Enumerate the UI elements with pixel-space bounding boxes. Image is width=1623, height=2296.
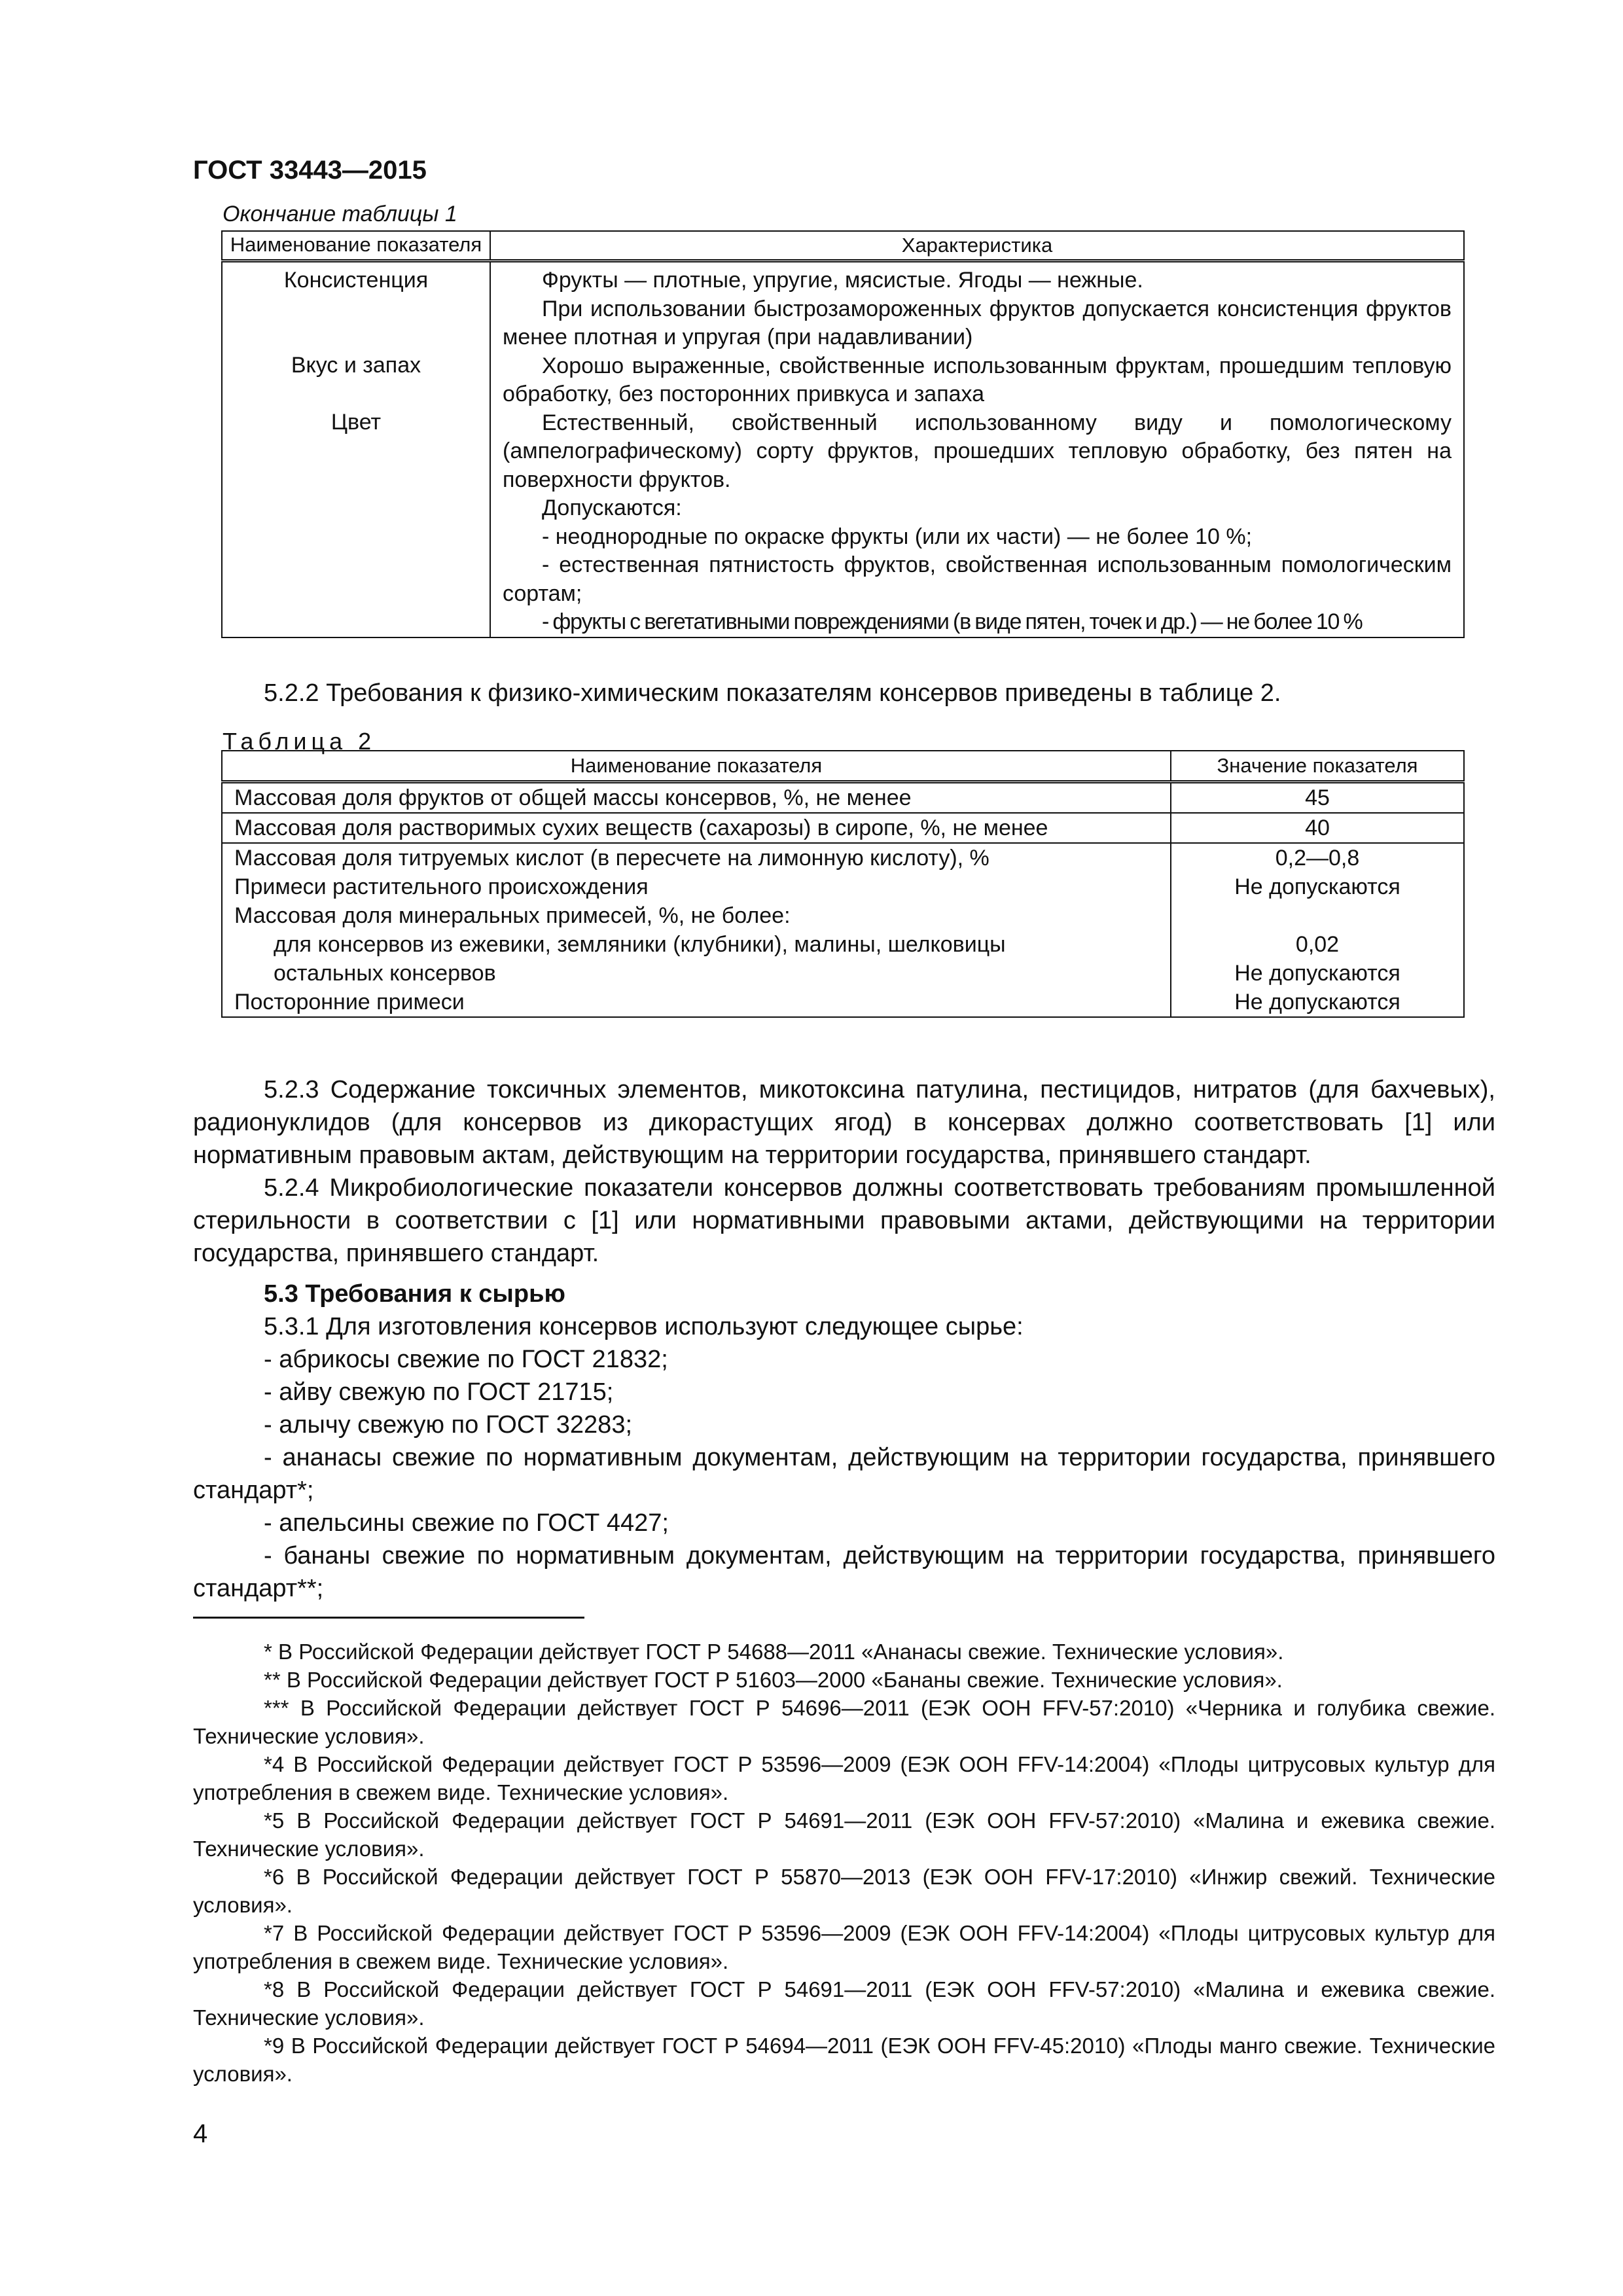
paragraph-5-2-3: 5.2.3 Содержание токсичных элементов, микотоксина патулина, пестицидов, нитратов (для бахчевых), радионуклидов (для консервов из дикорастущих ягод) в консервах должно соответствовать [1] или нормативным правовым актам, действующим на территории государства, принявшего стандарт. bbox=[193, 1076, 1495, 1169]
row-label-taste: Вкус и запах bbox=[291, 353, 421, 378]
t2-name-line: для консервов из ежевики, земляники (клубники), малины, шелковицы bbox=[274, 932, 1006, 957]
footnote bbox=[193, 1863, 1495, 1919]
t1-line: - естественная пятнистость фруктов, свойственная использованным помологическим сортам; bbox=[503, 552, 1452, 606]
t2-value-line: Не допускаются bbox=[1234, 961, 1400, 986]
table2-header-row bbox=[222, 751, 1464, 782]
table-1 bbox=[221, 230, 1465, 638]
footnote-mark: ** bbox=[264, 1668, 281, 1692]
paragraph-5-2-2-block bbox=[193, 677, 1495, 709]
table1-header-row bbox=[222, 231, 1464, 261]
footnote bbox=[193, 2032, 1495, 2088]
table2-caption: Таблица 2 bbox=[223, 728, 376, 755]
t2-name bbox=[222, 843, 1171, 988]
footnote bbox=[193, 1750, 1495, 1806]
t2-name: Массовая доля растворимых сухих веществ (сахарозы) в сиропе, %, не менее bbox=[222, 813, 1171, 843]
document-header: ГОСТ 33443—2015 bbox=[193, 156, 427, 185]
t2-value: Не допускаются bbox=[1171, 988, 1464, 1017]
footnote-mark: *** bbox=[264, 1696, 289, 1720]
footnote bbox=[193, 1694, 1495, 1750]
t1-line: Хорошо выраженные, свойственные использованным фруктам, прошедшим тепловую обработку, без посторонних привкуса и запаха bbox=[503, 353, 1452, 406]
footnote bbox=[193, 1975, 1495, 2032]
t1-line: - неоднородные по окраске фрукты (или их части) — не более 10 %; bbox=[542, 524, 1253, 549]
table1-caption: Окончание таблицы 1 bbox=[223, 202, 457, 226]
t2-value-line: 0,2—0,8 bbox=[1275, 846, 1360, 870]
table-2 bbox=[221, 750, 1465, 1018]
t1-line: Допускаются: bbox=[542, 495, 682, 520]
section-5-3-heading bbox=[193, 1278, 1495, 1310]
list-item: - апельсины свежие по ГОСТ 4427; bbox=[264, 1509, 669, 1537]
table-row bbox=[222, 782, 1464, 814]
footnote-text: В Российской Федерации действует ГОСТ Р 54691—2011 (ЕЭК ООН FFV-57:2010) «Малина и ежевика свежие. Технические условия». bbox=[193, 1808, 1495, 1861]
footnote-text: В Российской Федерации действует ГОСТ Р 54696—2011 (ЕЭК ООН FFV-57:2010) «Черника и голубика свежие. Технические условия». bbox=[193, 1696, 1495, 1748]
t1-line: При использовании быстрозамороженных фруктов допускается консистенция фруктов менее плотная и упругая (при надавливании) bbox=[503, 296, 1452, 350]
list-item: - ананасы свежие по нормативным документам, действующим на территории государства, принявшего стандарт*; bbox=[193, 1444, 1495, 1504]
t2-name-line: Массовая доля титруемых кислот (в пересчете на лимонную кислоту), % bbox=[234, 846, 990, 870]
paragraph-5-2-2: 5.2.2 Требования к физико-химическим показателям консервов приведены в таблице 2. bbox=[264, 679, 1281, 707]
list-item: - алычу свежую по ГОСТ 32283; bbox=[264, 1411, 633, 1439]
footnote-text: В Российской Федерации действует ГОСТ Р 54691—2011 (ЕЭК ООН FFV-57:2010) «Малина и ежевика свежие. Технические условия». bbox=[193, 1977, 1495, 2030]
footnote-mark: * bbox=[264, 1640, 272, 1664]
footnote bbox=[193, 1919, 1495, 1975]
table1-labels-cell bbox=[222, 261, 490, 637]
footnote bbox=[193, 1666, 1495, 1694]
paragraph-5-3-1: 5.3.1 Для изготовления консервов используют следующее сырье: bbox=[264, 1313, 1024, 1340]
t2-value-line: Не допускаются bbox=[1234, 874, 1400, 899]
paragraph-5-2-4: 5.2.4 Микробиологические показатели консервов должны соответствовать требованиям промышленной стерильности в соответствии с [1] или нормативными правовыми актами, действующими на территории государства, принявшего стандарт. bbox=[193, 1174, 1495, 1267]
table1-col1-header: Наименование показателя bbox=[222, 231, 490, 261]
t1-line: Фрукты — плотные, упругие, мясистые. Ягоды — нежные. bbox=[542, 268, 1143, 293]
footnote-mark: *6 bbox=[264, 1865, 285, 1889]
table1-col2-header: Характеристика bbox=[490, 231, 1464, 261]
footnote-mark: *7 bbox=[264, 1921, 285, 1945]
footnote-text: В Российской Федерации действует ГОСТ Р 54688—2011 «Ананасы свежие. Технические условия». bbox=[272, 1640, 1284, 1664]
t2-value: 45 bbox=[1171, 782, 1464, 814]
t2-value: 40 bbox=[1171, 813, 1464, 843]
footnote-text: В Российской Федерации действует ГОСТ Р 53596—2009 (ЕЭК ООН FFV-14:2004) «Плоды цитрусовых культур для употребления в свежем виде. Технические условия». bbox=[193, 1921, 1495, 1973]
t2-value bbox=[1171, 843, 1464, 988]
table2-col2-header: Значение показателя bbox=[1171, 751, 1464, 782]
footnote-text: В Российской Федерации действует ГОСТ Р 51603—2000 «Бананы свежие. Технические условия». bbox=[280, 1668, 1283, 1692]
footnote-text: В Российской Федерации действует ГОСТ Р 55870—2013 (ЕЭК ООН FFV-17:2010) «Инжир свежий. Технические условия». bbox=[193, 1865, 1495, 1917]
list-item: - айву свежую по ГОСТ 21715; bbox=[264, 1378, 614, 1406]
list-item: - бананы свежие по нормативным документам, действующим на территории государства, принявшего стандарт**; bbox=[193, 1542, 1495, 1602]
section-5-3-title: 5.3 Требования к сырью bbox=[264, 1280, 565, 1308]
table1-row bbox=[222, 261, 1464, 637]
t1-line: - фрукты с вегетативными повреждениями (в виде пятен, точек и др.) — не более 10 % bbox=[542, 609, 1363, 634]
footnote-mark: *8 bbox=[264, 1977, 285, 2001]
t1-line: Естественный, свойственный использованному виду и помологическому (ампелографическому) сорту фруктов, прошедших тепловую обработку, без пятен на поверхности фруктов. bbox=[503, 410, 1452, 492]
footnote-mark: *9 bbox=[264, 2034, 285, 2058]
footnote-text: В Российской Федерации действует ГОСТ Р 54694—2011 (ЕЭК ООН FFV-45:2010) «Плоды манго свежие. Технические условия». bbox=[193, 2034, 1495, 2086]
footnote-mark: *4 bbox=[264, 1752, 285, 1776]
table2-col1-header: Наименование показателя bbox=[222, 751, 1171, 782]
row-label-consistency: Консистенция bbox=[283, 268, 429, 293]
table-row bbox=[222, 813, 1464, 843]
body-text bbox=[193, 1073, 1495, 1605]
t2-value-line bbox=[1183, 901, 1452, 930]
row-label-color: Цвет bbox=[330, 410, 382, 435]
t2-name-line: Примеси растительного происхождения bbox=[234, 874, 649, 899]
list-item: - абрикосы свежие по ГОСТ 21832; bbox=[264, 1346, 668, 1373]
page-number: 4 bbox=[193, 2119, 208, 2148]
footnote-mark: *5 bbox=[264, 1808, 285, 1833]
footnote bbox=[193, 1806, 1495, 1863]
t2-name: Массовая доля фруктов от общей массы консервов, %, не менее bbox=[222, 782, 1171, 814]
footnote-text: В Российской Федерации действует ГОСТ Р 53596—2009 (ЕЭК ООН FFV-14:2004) «Плоды цитрусовых культур для употребления в свежем виде. Технические условия». bbox=[193, 1752, 1495, 1804]
footnotes bbox=[193, 1638, 1495, 2088]
table1-values-cell bbox=[490, 261, 1464, 637]
table-row bbox=[222, 843, 1464, 988]
footnote-separator bbox=[193, 1617, 584, 1619]
footnote bbox=[193, 1638, 1495, 1666]
t2-name: Посторонние примеси bbox=[222, 988, 1171, 1017]
t2-name-line: остальных консервов bbox=[274, 961, 496, 986]
table-row bbox=[222, 988, 1464, 1017]
t2-name-line: Массовая доля минеральных примесей, %, не более: bbox=[234, 903, 791, 928]
t2-value-line: 0,02 bbox=[1295, 932, 1340, 957]
